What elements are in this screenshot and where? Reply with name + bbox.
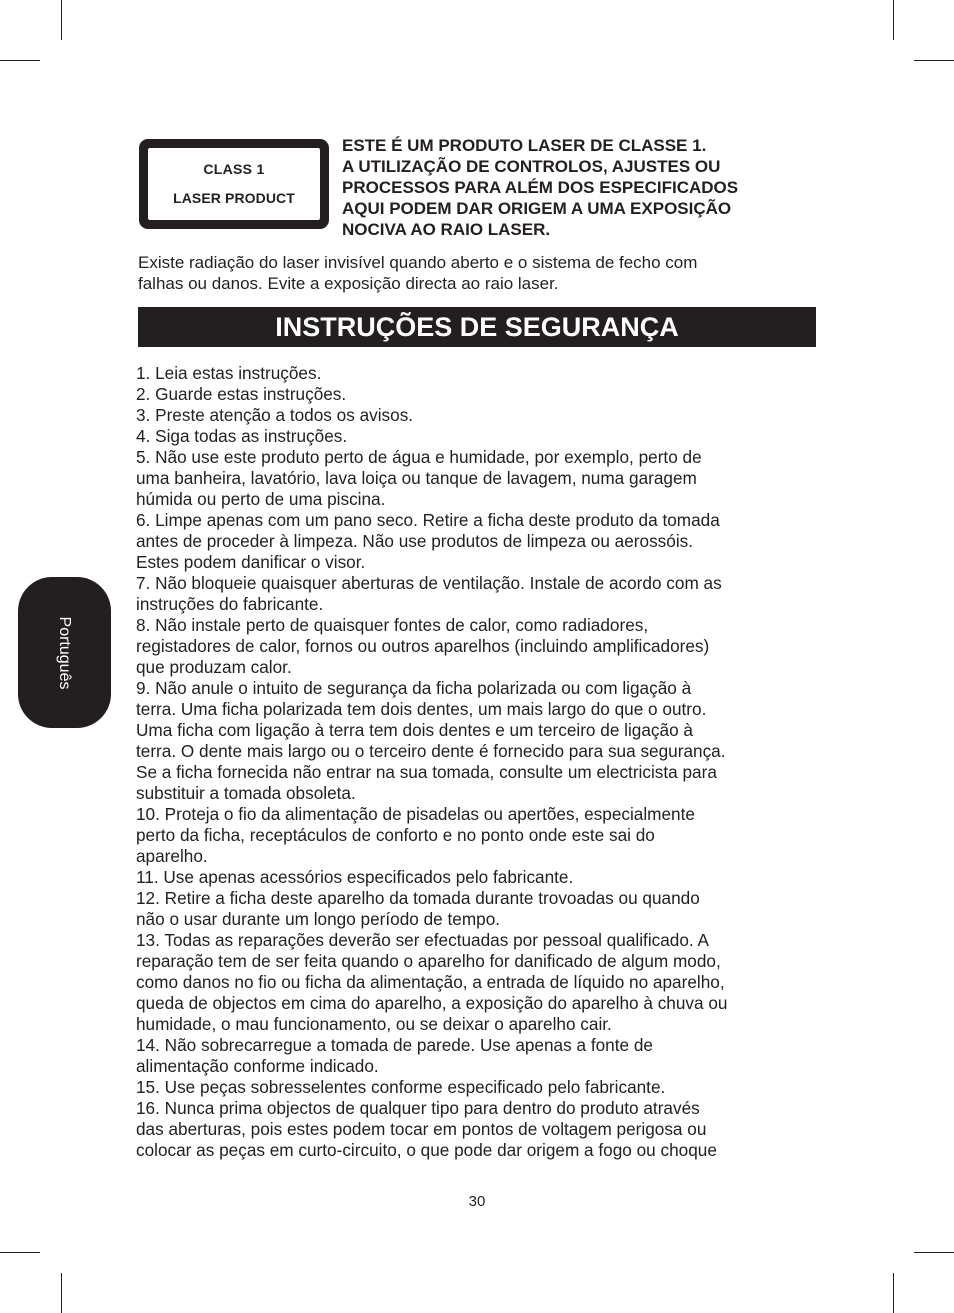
laser-label-product: LASER PRODUCT bbox=[173, 190, 295, 206]
laser-label-class: CLASS 1 bbox=[203, 161, 265, 177]
crop-mark bbox=[914, 60, 954, 61]
crop-mark bbox=[893, 1273, 894, 1313]
crop-mark bbox=[893, 0, 894, 40]
class1-laser-label bbox=[139, 139, 329, 229]
language-tab bbox=[18, 577, 111, 728]
language-tab-label: Português bbox=[56, 616, 73, 690]
page-number: 30 bbox=[468, 1193, 486, 1210]
safety-instructions-list: 1. Leia estas instruções. 2. Guarde estas instruções. 3. Preste atenção a todos os avisos. 4. Siga todas as instruções. 5. Não use este produto perto de água e humidade, por exemplo, perto de uma banheira, lavatório, lava loiça ou tanque de lavagem, numa garagem húmida ou perto de uma piscina. 6. Limpe apenas com um pano seco. Retire a ficha deste produto da tomada antes de proceder à limpeza. Não use produtos de limpeza ou aerossóis. Estes podem danificar o visor. 7. Não bloqueie quaisquer aberturas de ventilação. Instale de acordo com as instruções do fabricante. 8. Não instale perto de quaisquer fontes de calor, como radiadores, registadores de calor, fornos ou outros aparelhos (incluindo amplificadores) que produzam calor. 9. Não anule o intuito de segurança da ficha polarizada ou com ligação à terra. Uma ficha polarizada tem dois dentes, um mais largo do que o outro. Uma ficha com ligação à terra tem dois dentes e um terceiro de ligação à terra. O dente mais largo ou o terceiro dente é fornecido para sua segurança. Se a ficha fornecida não entrar na sua tomada, consulte um electricista para substituir a tomada obsoleta. 10. Proteja o fio da alimentação de pisadelas ou apertões, especialmente perto da ficha, receptáculos de conforto e no ponto onde este sai do aparelho. 11. Use apenas acessórios especificados pelo fabricante. 12. Retire a ficha deste aparelho da tomada durante trovoadas ou quando não o usar durante um longo período de tempo. 13. Todas as reparações deverão ser efectuadas por pessoal qualificado. A reparação tem de ser feita quando o aparelho for danificado de algum modo, como danos no fio ou ficha da alimentação, a entrada de líquido no aparelho, queda de objectos em cima do aparelho, a exposição do aparelho à chuva ou humidade, o mau funcionamento, ou se deixar o aparelho cair. 14. Não sobrecarregue a tomada de parede. Use apenas a fonte de alimentação conforme indicado. 15. Use peças sobresselentes conforme especificado pelo fabricante. 16. Nunca prima objectos de qualquer tipo para dentro do produto através das aberturas, pois estes podem tocar em pontos de voltagem perigosa ou colocar as peças em curto-circuito, o que pode dar origem a fogo ou choque bbox=[136, 363, 728, 1160]
crop-mark bbox=[0, 60, 40, 61]
laser-label-inner bbox=[148, 148, 320, 220]
crop-mark bbox=[0, 1252, 40, 1253]
crop-mark bbox=[914, 1252, 954, 1253]
crop-mark bbox=[61, 1273, 62, 1313]
radiation-notice: Existe radiação do laser invisível quando aberto e o sistema de fecho com falhas ou danos. Evite a exposição directa ao raio laser. bbox=[138, 253, 698, 293]
laser-warning-text: ESTE É UM PRODUTO LASER DE CLASSE 1. A UTILIZAÇÃO DE CONTROLOS, AJUSTES OU PROCESSOS PARA ALÉM DOS ESPECIFICADOS AQUI PODEM DAR ORIGEM A UMA EXPOSIÇÃO NOCIVA AO RAIO LASER. bbox=[342, 136, 739, 239]
section-title: INSTRUÇÕES DE SEGURANÇA bbox=[138, 307, 816, 347]
crop-mark bbox=[61, 0, 62, 40]
